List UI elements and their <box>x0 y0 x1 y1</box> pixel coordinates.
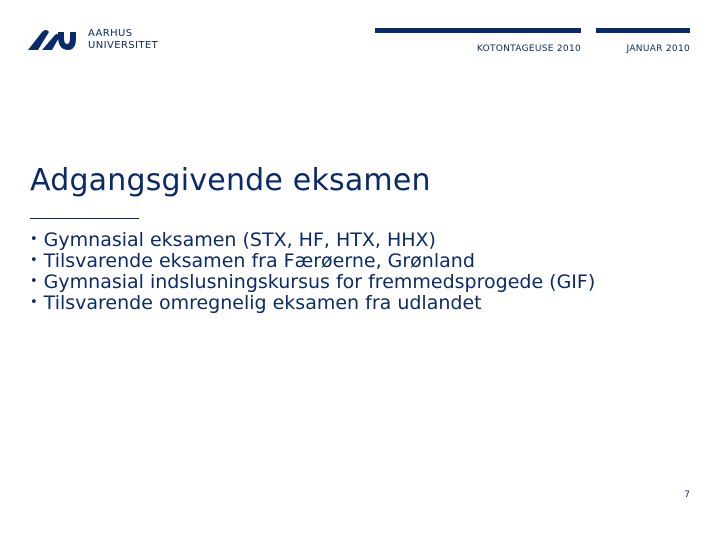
bullet-item <box>30 230 595 251</box>
bullet-icon: • <box>30 253 38 268</box>
title-underline <box>30 218 139 219</box>
bullet-text: Gymnasial eksamen (STX, HF, HTX, HHX) <box>43 229 436 251</box>
bullet-text: Tilsvarende omregnelig eksamen fra udlandet <box>43 292 482 314</box>
page-number: 7 <box>684 490 690 500</box>
bullet-item <box>30 251 595 272</box>
university-logo-icon <box>28 26 78 54</box>
header-label-date: JANUAR 2010 <box>626 44 690 54</box>
bullet-list <box>30 230 595 314</box>
bullet-icon: • <box>30 232 38 247</box>
bullet-icon: • <box>30 274 38 289</box>
bullet-icon: • <box>30 295 38 310</box>
header-bar-right <box>596 28 690 33</box>
university-name-line2: UNIVERSITET <box>88 40 159 51</box>
bullet-item <box>30 272 595 293</box>
slide-title: Adgangsgivende eksamen <box>30 163 431 198</box>
header-label-event: KOTONTAGEUSE 2010 <box>476 44 581 54</box>
bullet-text: Tilsvarende eksamen fra Færøerne, Grønland <box>43 250 475 272</box>
bullet-item <box>30 293 595 314</box>
bullet-text: Gymnasial indslusningskursus for fremmedsprogede (GIF) <box>43 271 596 293</box>
university-name <box>88 28 158 52</box>
university-name-line1: AARHUS <box>88 28 133 39</box>
header-bar-left <box>375 28 581 33</box>
